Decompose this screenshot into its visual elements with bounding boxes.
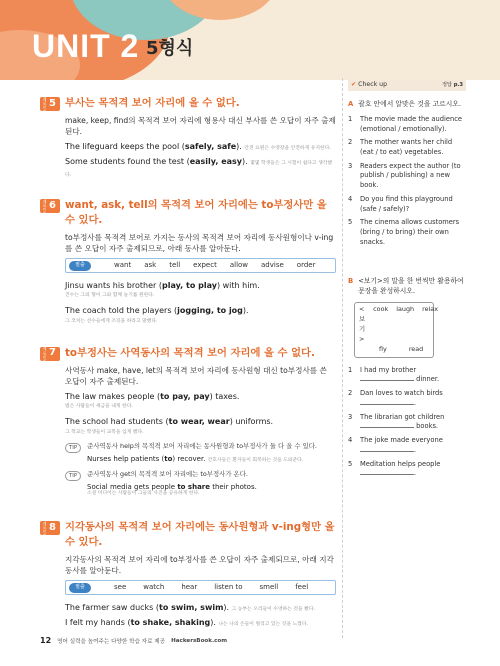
item-text: books. (416, 422, 439, 431)
example-translation: 소셜 미디어는 사람들이 그들의 사진을 공유하게 한다. (87, 490, 200, 496)
verb-item: expect (193, 261, 217, 270)
example-choice: play, to play (161, 280, 217, 290)
example-translation: 몇몇 학생들은 그 시험이 쉽다고 생각했다. (65, 160, 332, 178)
answer-page: p.3 (453, 81, 463, 88)
badge-number: 6 (49, 199, 56, 211)
example-choice: to shake, shaking (130, 617, 211, 627)
example-text: ). (223, 602, 230, 612)
page-footer (40, 636, 227, 645)
footer-text: 영어 실력을 높여주는 다양한 학습 자료 제공 (57, 638, 166, 645)
badge-label: 출제포인트 (42, 92, 47, 115)
example-text: The law makes people ( (65, 391, 161, 401)
verb-item: want (114, 261, 132, 270)
verb-list-box (65, 258, 336, 273)
exercise-item (348, 389, 466, 408)
item-text: The librarian got children (360, 412, 445, 421)
check-up-title (351, 81, 387, 90)
point-description: to부정사를 목적격 보어로 가지는 동사의 목적격 보어 자리에 동사원형이나 v-ing를 쓴 오답이 자주 출제되므로, 아래 동사를 알아둔다. (65, 232, 334, 253)
example-text: ). (242, 306, 249, 316)
exercise-item (348, 162, 466, 191)
example-translation: 안전 요원은 수영장을 안전하게 유지한다. (244, 145, 331, 151)
must-memorize-label: 필출 (69, 583, 91, 593)
check-up-label: Check up (358, 81, 388, 88)
example-text: The lifeguard keeps the pool ( (65, 141, 185, 151)
item-number: 2 (348, 138, 353, 147)
item-number: 4 (348, 436, 353, 445)
exercise-item (348, 218, 466, 247)
exercise-a-heading (348, 100, 466, 110)
unit-header (0, 0, 500, 80)
example-text: The coach told the players ( (65, 306, 178, 316)
point-badge (40, 194, 60, 217)
item-text: . (414, 398, 417, 407)
point-badge (40, 516, 60, 539)
exercise-b-heading (348, 277, 466, 297)
verb-item: advise (261, 261, 284, 270)
example-translation: 그 코치는 선수들에게 조깅을 하라고 말했다. (65, 318, 158, 324)
example-text: Social media gets people (87, 482, 178, 491)
badge-number: 7 (49, 347, 56, 359)
item-text: The movie made the audience (emotional / emotionally). (360, 114, 463, 133)
answer-reference (442, 82, 463, 90)
badge-number: 8 (49, 521, 56, 533)
verb-item: see (114, 583, 127, 592)
example-sentence (65, 280, 336, 292)
verb-item: hear (181, 583, 198, 592)
point-title: 지각동사의 목적격 보어 자리에는 동사원형과 v-ing형만 올 수 있다. (65, 520, 335, 548)
verb-item: ask (144, 261, 157, 270)
word-bank-word: read (408, 344, 424, 353)
grammar-point-8 (40, 516, 336, 629)
check-up-header (348, 80, 466, 91)
item-text: The joke made everyone (360, 436, 443, 445)
example-sentence (65, 141, 336, 153)
answer-blank[interactable] (360, 398, 417, 407)
example-text: Jinsu wants his brother ( (65, 280, 162, 290)
item-number: 2 (348, 389, 353, 398)
point-description: 사역동사 make, have, let의 목적격 보어 자리에 동사원형 대신 to부정사를 쓴 오답이 자주 출제된다. (65, 365, 327, 386)
verb-item: watch (143, 583, 165, 592)
example-choice: to pay, pay (160, 391, 210, 401)
point-title: want, ask, tell의 목적격 보어 자리에는 to부정사만 올 수 있다. (65, 198, 327, 226)
exercise-instruction: <보기>의 말을 한 번씩만 활용하여 문장을 완성하시오. (358, 277, 464, 296)
example-text: I felt my hands ( (65, 617, 131, 627)
grammar-point-6 (40, 194, 336, 326)
example-text: Some students found the test ( (65, 156, 190, 166)
example-translation: 법은 사람들이 세금을 내게 한다. (65, 404, 133, 410)
exercise-item (348, 138, 466, 157)
example-text: The farmer saw ducks ( (65, 602, 160, 612)
example-text: Nurses help patients ( (87, 454, 165, 463)
tip-text: 준사역동사 get의 목적격 보어 자리에는 to부정사가 온다. (87, 469, 248, 478)
item-number: 1 (348, 365, 353, 374)
example-text: ). (210, 617, 216, 627)
answer-blank[interactable] (360, 422, 414, 428)
example-text: ). (242, 156, 248, 166)
item-text: Dan loves to watch birds (360, 389, 443, 398)
verb-list-box (65, 580, 336, 595)
must-memorize-label: 필출 (69, 261, 91, 271)
unit-subtitle: 5형식 (146, 38, 194, 59)
exercise-letter: B (348, 277, 354, 286)
example-text: ) with him. (216, 280, 260, 290)
example-choice: to share (177, 482, 210, 491)
point-badge (40, 92, 60, 115)
example-sentence (65, 416, 336, 428)
item-text: Do you find this playground (safe / safely)? (360, 194, 453, 213)
word-bank-box (354, 302, 438, 358)
answer-blank[interactable] (360, 375, 414, 381)
example-choice: to swim, swim (159, 602, 224, 612)
exercise-item (348, 460, 466, 479)
item-number: 1 (348, 114, 353, 123)
badge-label: 출제포인트 (42, 342, 47, 364)
example-translation: 진수는 그의 형이 그와 함께 놀기를 원한다. (65, 293, 155, 299)
tip-label: TIP (65, 443, 81, 453)
exercise-letter: A (348, 100, 354, 108)
badge-label: 출제포인트 (42, 516, 47, 539)
page-number: 12 (40, 636, 52, 645)
verb-item: feel (295, 583, 309, 592)
tip-note (65, 442, 336, 453)
item-body (360, 436, 443, 455)
example-sentence (65, 391, 336, 403)
example-choice: to (164, 454, 173, 463)
example-translation: 나는 나의 손들이 떨리고 있는 것을 느꼈다. (218, 621, 308, 627)
check-up-panel (348, 80, 466, 483)
badge-label: 출제포인트 (42, 194, 47, 217)
exercise-instruction: 괄호 안에서 알맞은 것을 고르시오. (358, 100, 461, 108)
example-choice: safely, safe (184, 141, 237, 151)
tip-text: 준사역동사 help의 목적격 보어 자리에는 동사원형과 to부정사가 둘 다 올 수 있다. (87, 441, 317, 450)
exercise-item (348, 366, 466, 385)
tip-note (65, 470, 336, 481)
example-text: ) recover. (172, 454, 206, 463)
exercise-item (348, 413, 466, 432)
column-divider (342, 78, 343, 638)
point-title: 부사는 목적격 보어 자리에 올 수 없다. (65, 97, 240, 109)
item-number: 5 (348, 459, 353, 468)
word-bank-row (359, 345, 429, 355)
word-bank-label: <보기> (359, 305, 366, 343)
item-text: Meditation helps people (360, 459, 441, 468)
point-description: make, keep, find의 목적격 보어 자리에 형용사 대신 부사를 쓴 오답이 자주 출제된다. (65, 115, 336, 136)
example-sentence (65, 617, 336, 629)
verb-item: smell (259, 583, 279, 592)
item-number: 3 (348, 412, 353, 421)
grammar-point-7 (40, 342, 336, 498)
example-text: The school had students ( (65, 417, 169, 427)
example-text: their photos. (210, 482, 257, 491)
word-bank-word: laugh (396, 305, 415, 314)
point-badge (40, 342, 60, 364)
example-sentence (65, 602, 336, 614)
example-translation: 그 학교는 학생들이 교복을 입게 했다. (65, 429, 144, 435)
point-description: 지각동사의 목적격 보어 자리에 to부정사를 쓴 오답이 자주 출제되므로, 아래 지각동사를 알아둔다. (65, 554, 334, 575)
item-number: 5 (348, 218, 353, 227)
tip-example (65, 454, 336, 465)
example-choice: jogging, to jog (177, 306, 243, 316)
verb-item: tell (169, 261, 181, 270)
check-icon: ✔ (351, 81, 357, 88)
point-title: to부정사는 사역동사의 목적격 보어 자리에 올 수 없다. (65, 346, 315, 359)
item-body (360, 366, 439, 385)
item-text: dinner. (416, 375, 440, 384)
item-number: 3 (348, 161, 353, 170)
item-text: The mother wants her child (eat / to eat) vegetables. (360, 138, 453, 156)
example-text: ) uniforms. (229, 417, 274, 427)
example-sentence (65, 305, 336, 317)
item-text: . (414, 445, 417, 454)
example-text: ). (236, 141, 242, 151)
grammar-point-5 (40, 92, 336, 180)
item-number: 4 (348, 194, 353, 203)
verb-item: order (296, 261, 316, 270)
exercise-item (348, 195, 466, 214)
item-text: The cinema allows customers (bring / to bring) their own snacks. (360, 218, 460, 246)
item-text: Readers expect the author (to publish / publishing) a new book. (360, 161, 461, 190)
item-body (360, 460, 440, 479)
footer-site-link[interactable]: HackersBook.com (171, 637, 228, 644)
item-text: I had my brother (360, 365, 417, 374)
example-choice: to wear, wear (168, 417, 230, 427)
word-bank-word: fly (379, 344, 387, 353)
word-bank-word: relax (422, 305, 438, 314)
example-choice: easily, easy (189, 156, 242, 166)
word-bank-word: cook (373, 305, 389, 314)
example-text: ) taxes. (209, 391, 240, 401)
unit-title: UNIT 2 (32, 28, 140, 64)
answer-prefix: 정답 (442, 81, 453, 88)
item-body (360, 389, 443, 408)
example-translation: 그 농부는 오리들이 수영하는 것을 봤다. (231, 606, 315, 612)
badge-number: 5 (49, 97, 56, 109)
exercise-item (348, 115, 466, 134)
example-translation: 간호사들은 환자들이 회복하는 것을 도와준다. (207, 457, 304, 463)
answer-blank[interactable] (360, 469, 417, 478)
item-body (360, 413, 444, 432)
main-content (40, 92, 336, 632)
verb-item: listen to (214, 583, 243, 592)
tip-label: TIP (65, 471, 81, 481)
verb-item: allow (229, 261, 249, 270)
answer-blank[interactable] (360, 445, 417, 454)
example-sentence (65, 156, 336, 180)
exercise-item (348, 436, 466, 455)
word-bank-row (359, 305, 438, 345)
item-text: . (414, 469, 417, 478)
